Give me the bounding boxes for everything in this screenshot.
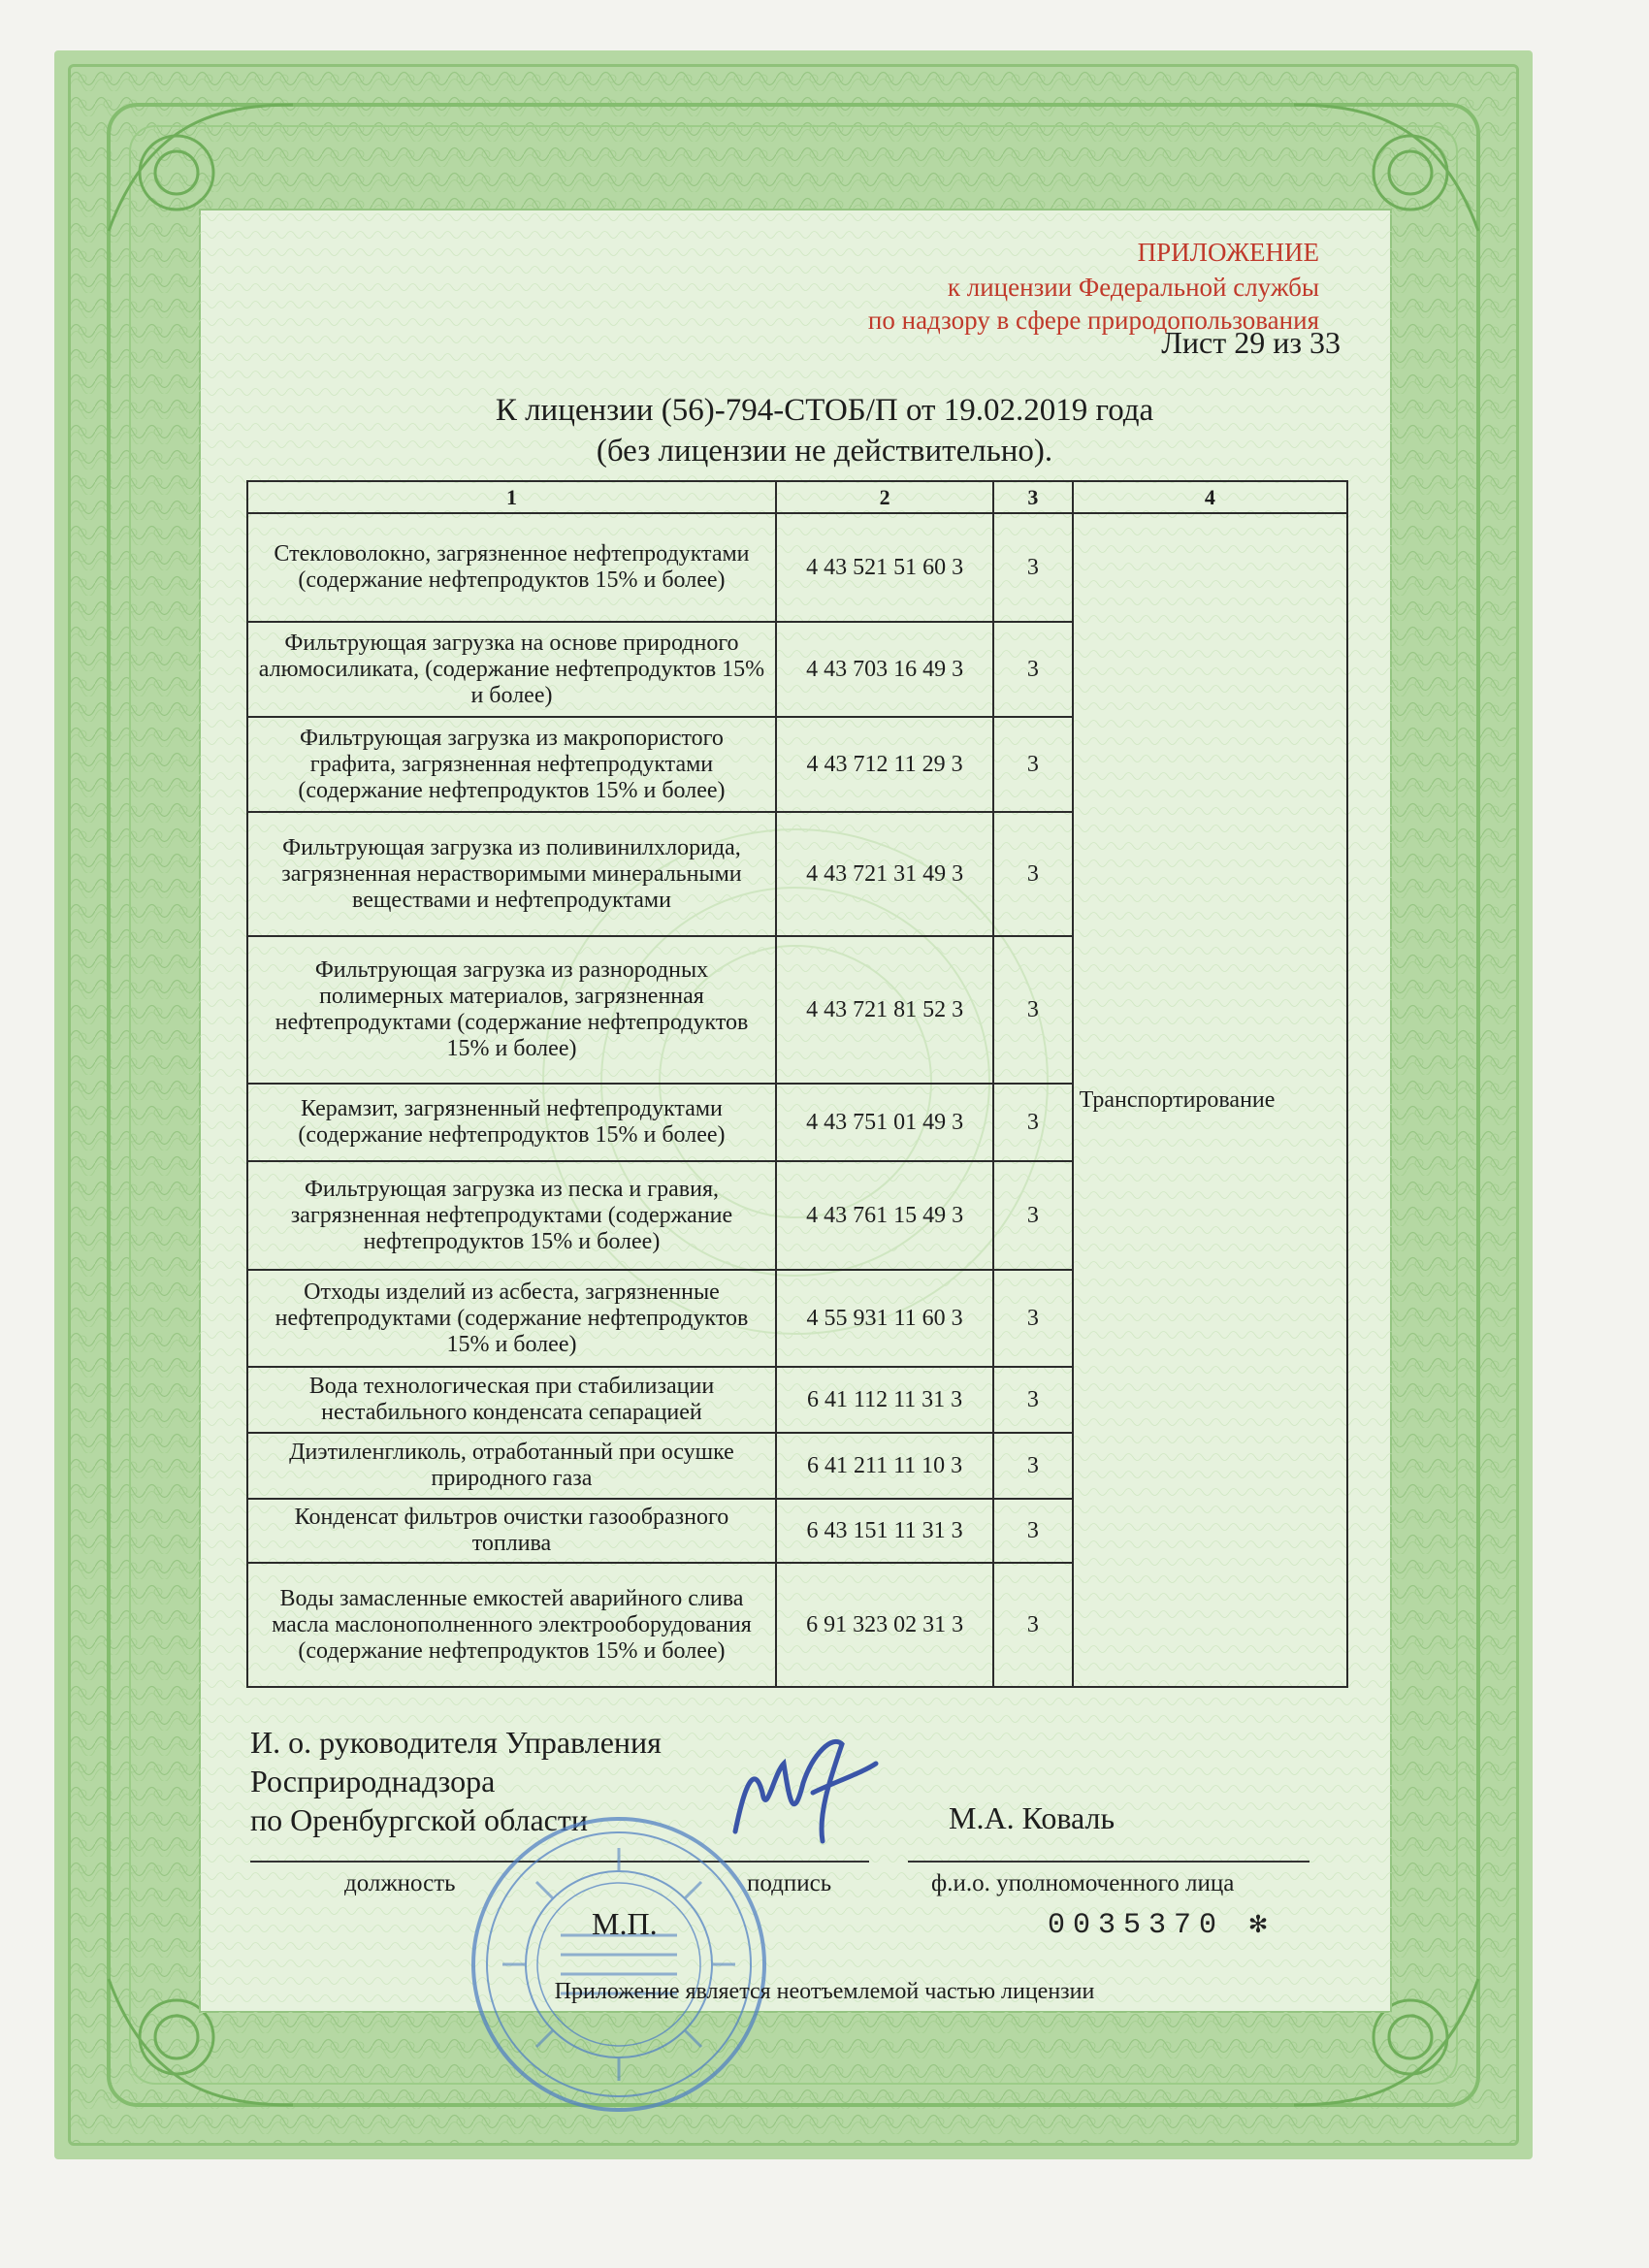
caption-name: ф.и.о. уполномоченного лица xyxy=(931,1870,1235,1896)
activity-label: Транспортирование xyxy=(1079,1086,1276,1113)
hazard-class-cell: 3 xyxy=(993,717,1072,812)
waste-name-cell: Воды замасленные емкостей аварийного слива масла маслонополненного электрооборудования (содержание нефтепродуктов 15% и более) xyxy=(247,1563,776,1687)
waste-name-cell: Стекловолокно, загрязненное нефтепродуктами (содержание нефтепродуктов 15% и более) xyxy=(247,513,776,622)
waste-name-cell: Диэтиленгликоль, отработанный при осушке природного газа xyxy=(247,1433,776,1499)
waste-name-cell: Вода технологическая при стабилизации нестабильного конденсата сепарацией xyxy=(247,1367,776,1433)
waste-name-cell: Керамзит, загрязненный нефтепродуктами (содержание нефтепродуктов 15% и более) xyxy=(247,1084,776,1161)
header-title: ПРИЛОЖЕНИЕ xyxy=(1137,238,1319,267)
waste-code-cell: 6 43 151 11 31 3 xyxy=(776,1499,993,1563)
waste-table xyxy=(246,480,1348,1688)
waste-name-cell: Фильтрующая загрузка на основе природного алюмосиликата, (содержание нефтепродуктов 15% и более) xyxy=(247,622,776,717)
hazard-class-cell: 3 xyxy=(993,1499,1072,1563)
hazard-class-cell: 3 xyxy=(993,513,1072,622)
column-header-3: 3 xyxy=(993,481,1072,513)
waste-code-cell: 6 41 211 11 10 3 xyxy=(776,1433,993,1499)
caption-signature: подпись xyxy=(747,1870,832,1896)
position-line-3: по Оренбургской области xyxy=(250,1802,588,1837)
hazard-class-cell: 3 xyxy=(993,936,1072,1084)
seal-label: М.П. xyxy=(592,1906,658,1941)
license-subtitle: (без лицензии не действительно). xyxy=(596,434,1053,469)
waste-name-cell: Фильтрующая загрузка из песка и гравия, загрязненная нефтепродуктами (содержание нефтепродуктов 15% и более) xyxy=(247,1161,776,1270)
hazard-class-cell: 3 xyxy=(993,1161,1072,1270)
header-subtitle-1: к лицензии Федеральной службы xyxy=(947,273,1319,302)
waste-code-cell: 4 43 721 31 49 3 xyxy=(776,812,993,936)
waste-code-cell: 4 43 761 15 49 3 xyxy=(776,1161,993,1270)
footnote: Приложение является неотъемлемой частью лицензии xyxy=(554,1979,1095,2004)
column-header-2: 2 xyxy=(776,481,993,513)
waste-code-cell: 6 41 112 11 31 3 xyxy=(776,1367,993,1433)
hazard-class-cell: 3 xyxy=(993,1563,1072,1687)
waste-code-cell: 4 43 712 11 29 3 xyxy=(776,717,993,812)
waste-name-cell: Фильтрующая загрузка из разнородных полимерных материалов, загрязненная нефтепродуктами (содержание нефтепродуктов 15% и более) xyxy=(247,936,776,1084)
hazard-class-cell: 3 xyxy=(993,812,1072,936)
hazard-class-cell: 3 xyxy=(993,1433,1072,1499)
header-subtitle-2: по надзору в сфере природопользования xyxy=(867,306,1319,335)
sheet-number: Лист 29 из 33 xyxy=(1161,325,1341,360)
activity-cell xyxy=(1073,513,1347,1687)
waste-code-cell: 4 43 703 16 49 3 xyxy=(776,622,993,717)
caption-position: должность xyxy=(344,1870,456,1896)
waste-code-cell: 4 55 931 11 60 3 xyxy=(776,1270,993,1367)
column-header-1: 1 xyxy=(247,481,776,513)
serial-number xyxy=(1048,1906,1275,1942)
hazard-class-cell: 3 xyxy=(993,622,1072,717)
license-title: К лицензии (56)-794-СТОБ/П от 19.02.2019 года xyxy=(495,393,1154,428)
column-header-4: 4 xyxy=(1073,481,1347,513)
hazard-class-cell: 3 xyxy=(993,1367,1072,1433)
waste-name-cell: Фильтрующая загрузка из макропористого графита, загрязненная нефтепродуктами (содержание нефтепродуктов 15% и более) xyxy=(247,717,776,812)
handwritten-signature xyxy=(716,1725,881,1861)
waste-name-cell: Конденсат фильтров очистки газообразного топлива xyxy=(247,1499,776,1563)
waste-code-cell: 4 43 751 01 49 3 xyxy=(776,1084,993,1161)
position-line-2: Росприроднадзора xyxy=(250,1764,496,1798)
table-row xyxy=(247,513,1347,622)
waste-code-cell: 4 43 521 51 60 3 xyxy=(776,513,993,622)
hazard-class-cell: 3 xyxy=(993,1270,1072,1367)
asterisk-icon: ✻ xyxy=(1249,1909,1276,1942)
table-header-row xyxy=(247,481,1347,513)
waste-name-cell: Фильтрующая загрузка из поливинилхлорида, загрязненная нерастворимыми минеральными веществами и нефтепродуктами xyxy=(247,812,776,936)
waste-code-cell: 6 91 323 02 31 3 xyxy=(776,1563,993,1687)
hazard-class-cell: 3 xyxy=(993,1084,1072,1161)
name-underline xyxy=(908,1861,1310,1863)
waste-name-cell: Отходы изделий из асбеста, загрязненные нефтепродуктами (содержание нефтепродуктов 15% и более) xyxy=(247,1270,776,1367)
signatory-name: М.А. Коваль xyxy=(949,1800,1116,1835)
waste-code-cell: 4 43 721 81 52 3 xyxy=(776,936,993,1084)
position-line-1: И. о. руководителя Управления xyxy=(250,1725,662,1760)
serial-number-value: 0035370 xyxy=(1048,1909,1225,1942)
